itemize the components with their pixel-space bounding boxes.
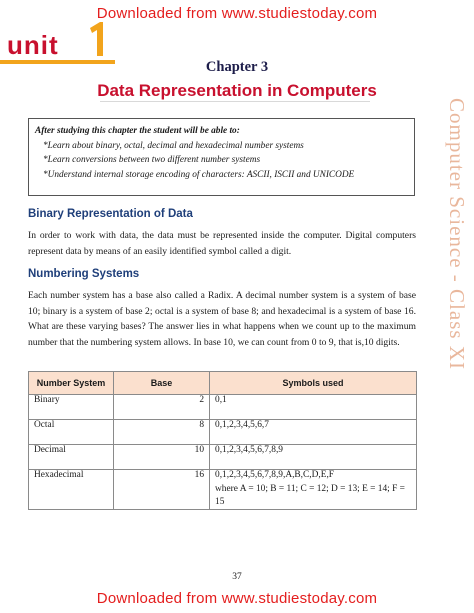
number-system-table <box>28 371 417 510</box>
objectives-box <box>28 118 415 196</box>
cell-system: Hexadecimal <box>29 470 114 510</box>
paragraph-numbering: Each number system has a base also called a Radix. A decimal number system is a system of base 10; binary is a system of base 2; octal is a system of base 8; and hexadecimal is a system of base 16. What are these varying bases? The answer lies in what happens when we count up to the maximum number that the numbering system allows. In base 10, we can count from 0 to 9, that is,10 digits. <box>28 290 416 348</box>
chapter-label: Chapter 3 <box>205 59 269 75</box>
paragraph-binary: In order to work with data, the data must be represented inside the computer. Digital computers represent data by means of an easily identified symbol called a digit. <box>28 230 416 257</box>
cell-symbols-list: 0,1,2,3,4,5,6,7,8,9,A,B,C,D,E,F <box>215 470 335 480</box>
cell-symbols: 0,1,2,3,4,5,6,7 <box>210 420 417 445</box>
cell-base: 2 <box>114 395 210 420</box>
cell-base: 8 <box>114 420 210 445</box>
cell-system: Octal <box>29 420 114 445</box>
cell-system: Binary <box>29 395 114 420</box>
table-row <box>29 445 417 470</box>
cell-base: 16 <box>114 470 210 510</box>
unit-digit-one-icon <box>86 20 108 60</box>
table-row <box>29 395 417 420</box>
section-heading-binary: Binary Representation of Data <box>28 208 193 220</box>
column-header: Base <box>114 372 210 395</box>
side-label-text: Computer Science - Class XI <box>445 98 469 370</box>
objectives-heading: After studying this chapter the student will be able to: <box>35 126 240 136</box>
cell-system: Decimal <box>29 445 114 470</box>
cell-symbols: 0,1 <box>210 395 417 420</box>
objective-item: *Understand internal storage encoding of characters: ASCII, ISCII and UNICODE <box>43 169 355 180</box>
watermark-top: Downloaded from www.studiestoday.com <box>96 5 378 22</box>
column-header: Symbols used <box>210 372 417 395</box>
objective-item: *Learn conversions between two different number systems <box>43 155 261 165</box>
table-header-row <box>29 372 417 395</box>
watermark-bottom: Downloaded from www.studiestoday.com <box>96 590 378 607</box>
cell-symbols <box>210 470 417 510</box>
title-divider <box>100 101 370 102</box>
cell-symbols-note: where A = 10; B = 11; C = 12; D = 13; E = 14; F = 15 <box>215 484 405 507</box>
column-header: Number System <box>29 372 114 395</box>
table-row <box>29 420 417 445</box>
objective-item: *Learn about binary, octal, decimal and hexadecimal number systems <box>43 140 304 151</box>
cell-symbols: 0,1,2,3,4,5,6,7,8,9 <box>210 445 417 470</box>
page-number: 37 <box>232 572 242 582</box>
unit-logo-text: unit <box>7 30 59 60</box>
table-row <box>29 470 417 510</box>
section-heading-numbering: Numbering Systems <box>28 268 140 280</box>
page-title: Data Representation in Computers <box>97 81 377 100</box>
cell-base: 10 <box>114 445 210 470</box>
